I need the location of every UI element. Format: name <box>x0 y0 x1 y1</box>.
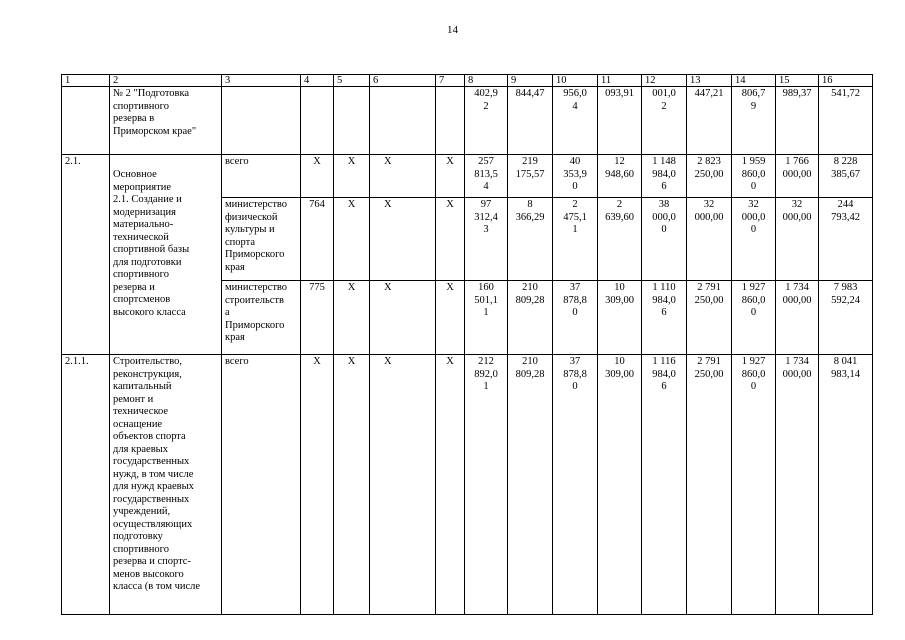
name-cell: № 2 "Подготовка спортивного резерва в Приморском крае" <box>110 87 222 155</box>
header-cell-16: 16 <box>819 75 873 87</box>
header-cell-11: 11 <box>598 75 642 87</box>
value-cell: 1 927 860,0 0 <box>732 355 776 615</box>
header-cell-8: 8 <box>465 75 508 87</box>
value-cell: 8 041 983,14 <box>819 355 873 615</box>
executor-cell: министерство строительств а Приморского края <box>222 281 301 355</box>
value-cell: 1 148 984,0 6 <box>642 155 687 198</box>
value-cell: 447,21 <box>687 87 732 155</box>
x-cell: X <box>370 198 436 281</box>
value-cell: 1 116 984,0 6 <box>642 355 687 615</box>
header-row <box>62 75 873 87</box>
executor-cell: всего <box>222 355 301 615</box>
header-cell-4: 4 <box>301 75 334 87</box>
x-cell: X <box>301 355 334 615</box>
empty-cell <box>334 87 370 155</box>
value-cell: 989,37 <box>776 87 819 155</box>
x-cell: X <box>436 198 465 281</box>
value-cell: 10 309,00 <box>598 281 642 355</box>
empty-cell <box>436 87 465 155</box>
value-cell: 32 000,0 0 <box>732 198 776 281</box>
empty-cell <box>301 87 334 155</box>
value-cell: 2 791 250,00 <box>687 355 732 615</box>
x-cell: X <box>334 355 370 615</box>
header-cell-10: 10 <box>553 75 598 87</box>
value-cell: 2 823 250,00 <box>687 155 732 198</box>
code-4-cell: X <box>301 155 334 198</box>
table-row-2-1-1 <box>62 355 873 615</box>
value-cell: 8 228 385,67 <box>819 155 873 198</box>
table-row-continuation <box>62 87 873 155</box>
header-cell-2: 2 <box>110 75 222 87</box>
header-cell-14: 14 <box>732 75 776 87</box>
value-cell: 37 878,8 0 <box>553 281 598 355</box>
value-cell: 1 110 984,0 6 <box>642 281 687 355</box>
x-cell: X <box>436 355 465 615</box>
table-row-2-1-total <box>62 155 873 198</box>
budget-table <box>61 74 873 615</box>
value-cell: 806,7 9 <box>732 87 776 155</box>
value-cell: 160 501,1 1 <box>465 281 508 355</box>
value-cell: 257 813,5 4 <box>465 155 508 198</box>
value-cell: 97 312,4 3 <box>465 198 508 281</box>
header-cell-12: 12 <box>642 75 687 87</box>
code-cell: 2.1. <box>62 155 110 355</box>
x-cell: X <box>334 281 370 355</box>
x-cell: X <box>370 355 436 615</box>
value-cell: 2 791 250,00 <box>687 281 732 355</box>
value-cell: 219 175,57 <box>508 155 553 198</box>
header-cell-1: 1 <box>62 75 110 87</box>
value-cell: 1 734 000,00 <box>776 355 819 615</box>
name-cell: Основное мероприятие 2.1. Создание и модернизация материально- технической спортивной базы для подготовки спортивного резерва и спортсменов высокого класса <box>110 155 222 355</box>
value-cell: 7 983 592,24 <box>819 281 873 355</box>
value-cell: 8 366,29 <box>508 198 553 281</box>
executor-cell: всего <box>222 155 301 198</box>
header-cell-5: 5 <box>334 75 370 87</box>
code-cell <box>62 87 110 155</box>
header-cell-3: 3 <box>222 75 301 87</box>
value-cell: 244 793,42 <box>819 198 873 281</box>
header-cell-13: 13 <box>687 75 732 87</box>
code-4-cell: 775 <box>301 281 334 355</box>
value-cell: 2 475,1 1 <box>553 198 598 281</box>
x-cell: X <box>436 155 465 198</box>
value-cell: 210 809,28 <box>508 355 553 615</box>
header-cell-15: 15 <box>776 75 819 87</box>
executor-cell: министерство физической культуры и спорта Приморского края <box>222 198 301 281</box>
value-cell: 212 892,0 1 <box>465 355 508 615</box>
x-cell: X <box>334 155 370 198</box>
value-cell: 1 734 000,00 <box>776 281 819 355</box>
value-cell: 1 766 000,00 <box>776 155 819 198</box>
header-cell-6: 6 <box>370 75 436 87</box>
code-cell: 2.1.1. <box>62 355 110 615</box>
value-cell: 844,47 <box>508 87 553 155</box>
value-cell: 32 000,00 <box>687 198 732 281</box>
page-number: 14 <box>447 24 458 36</box>
value-cell: 32 000,00 <box>776 198 819 281</box>
x-cell: X <box>436 281 465 355</box>
value-cell: 2 639,60 <box>598 198 642 281</box>
empty-cell <box>370 87 436 155</box>
name-cell: Строительство, реконструкция, капитальный ремонт и техническое оснащение объектов спорта для краевых государственных нужд, в том числе для нужд краевых государственных учреждений, осуществляющих подготовку спортивного резерва и спортс- менов высокого класса (в том числе <box>110 355 222 615</box>
value-cell: 541,72 <box>819 87 873 155</box>
value-cell: 210 809,28 <box>508 281 553 355</box>
value-cell: 1 959 860,0 0 <box>732 155 776 198</box>
value-cell: 956,0 4 <box>553 87 598 155</box>
value-cell: 40 353,9 0 <box>553 155 598 198</box>
x-cell: X <box>370 155 436 198</box>
empty-cell <box>222 87 301 155</box>
x-cell: X <box>370 281 436 355</box>
header-cell-7: 7 <box>436 75 465 87</box>
header-cell-9: 9 <box>508 75 553 87</box>
value-cell: 38 000,0 0 <box>642 198 687 281</box>
value-cell: 1 927 860,0 0 <box>732 281 776 355</box>
value-cell: 12 948,60 <box>598 155 642 198</box>
code-4-cell: 764 <box>301 198 334 281</box>
value-cell: 093,91 <box>598 87 642 155</box>
value-cell: 37 878,8 0 <box>553 355 598 615</box>
value-cell: 10 309,00 <box>598 355 642 615</box>
value-cell: 402,9 2 <box>465 87 508 155</box>
value-cell: 001,0 2 <box>642 87 687 155</box>
x-cell: X <box>334 198 370 281</box>
